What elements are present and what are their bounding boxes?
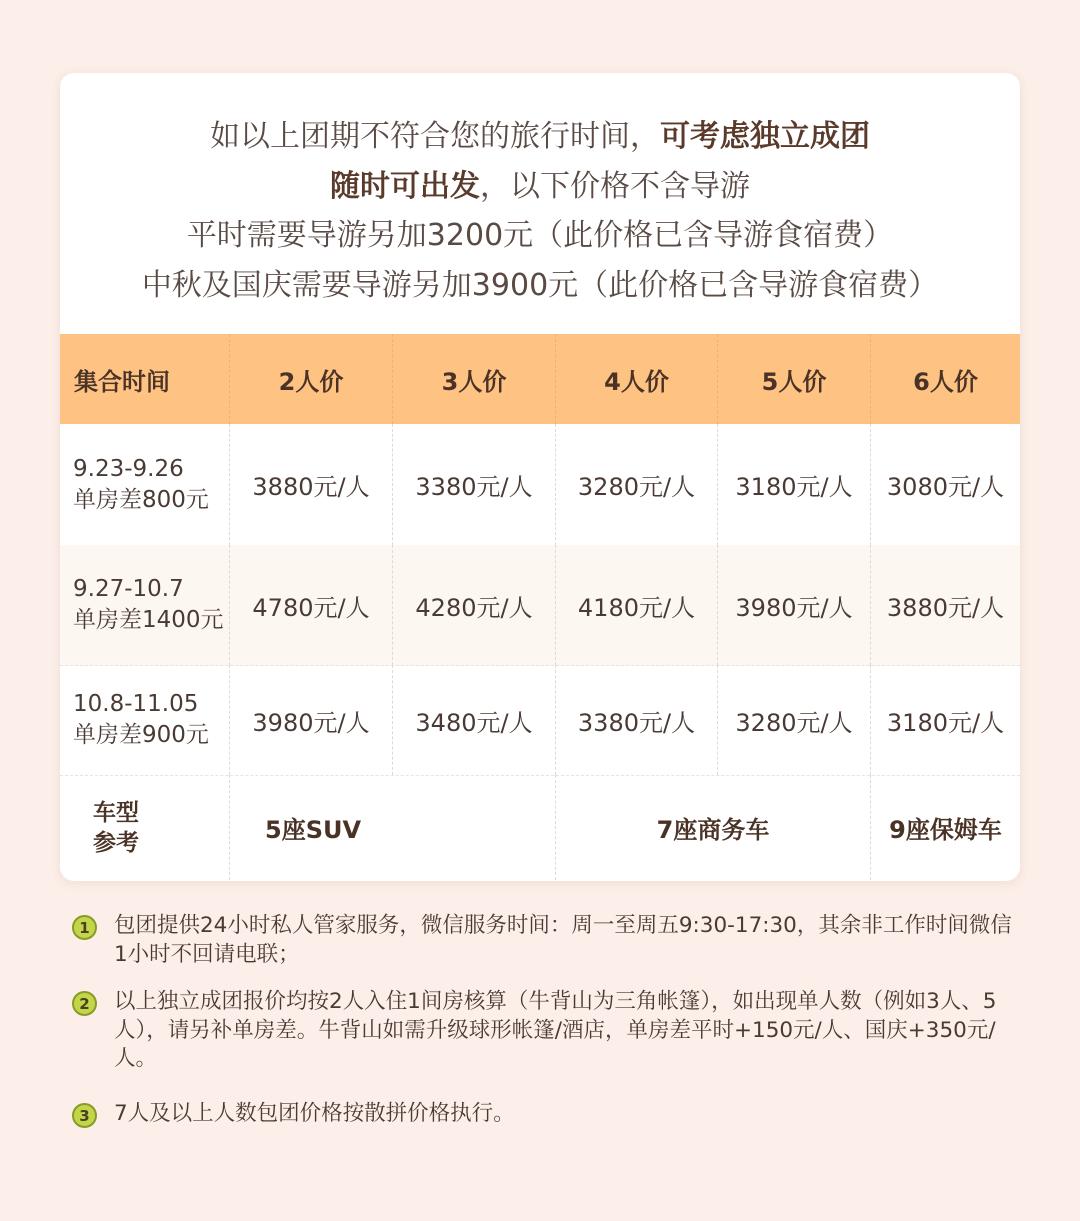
price-cell: 4280元/人 bbox=[393, 545, 556, 665]
date-cell bbox=[60, 665, 230, 775]
vehicle-label-line-2: 参考 bbox=[93, 829, 139, 856]
table-row bbox=[60, 424, 1020, 546]
date-range: 9.27-10.7 bbox=[73, 576, 184, 602]
date-cell bbox=[60, 545, 230, 665]
price-cell: 3280元/人 bbox=[556, 424, 718, 545]
price-cell: 3380元/人 bbox=[556, 665, 718, 775]
header-cell-date: 集合时间 bbox=[60, 334, 230, 424]
price-cell: 3880元/人 bbox=[886, 593, 1005, 622]
vehicle-cell-van: 9座保姆车 bbox=[889, 816, 1002, 844]
note-text: 包团提供24小时私人管家服务，微信服务时间：周一至周五9:30-17:30，其余非工作时间微信1小时不回请电联； bbox=[114, 913, 1012, 967]
price-cell: 3480元/人 bbox=[393, 665, 556, 775]
intro-line-2-highlight: 随时可出发 bbox=[330, 168, 480, 204]
price-cell: 3180元/人 bbox=[886, 708, 1005, 737]
header-cell-5p: 5人价 bbox=[718, 334, 871, 424]
vehicle-row bbox=[60, 775, 1020, 880]
price-cell: 4780元/人 bbox=[230, 545, 393, 665]
price-cell: 3880元/人 bbox=[230, 424, 393, 545]
intro-line-1-text: 如以上团期不符合您的旅行时间， bbox=[210, 119, 660, 154]
intro-line-2 bbox=[0, 162, 1080, 212]
intro-text bbox=[0, 112, 1080, 310]
price-cell: 3380元/人 bbox=[393, 424, 556, 545]
intro-line-3: 平时需要导游另加3200元（此价格已含导游食宿费） bbox=[186, 218, 894, 253]
price-cell: 4180元/人 bbox=[556, 545, 718, 665]
header-cell-4p: 4人价 bbox=[556, 334, 718, 424]
date-range: 10.8-11.05 bbox=[73, 691, 199, 717]
date-range: 9.23-9.26 bbox=[73, 455, 184, 482]
header-cell-2p: 2人价 bbox=[230, 334, 393, 424]
intro-line-1-highlight: 可考虑独立成团 bbox=[660, 119, 870, 154]
single-room-supplement: 单房差1400元 bbox=[73, 607, 224, 633]
intro-line-4: 中秋及国庆需要导游另加3900元（此价格已含导游食宿费） bbox=[141, 267, 939, 303]
intro-line-2-text: ，以下价格不含导游 bbox=[480, 168, 750, 204]
note-text: 以上独立成团报价均按2人入住1间房核算（牛背山为三角帐篷），如出现单人数（例如3人、5人），请另补单房差。牛背山如需升级球形帐篷/酒店，单房差平时+150元/人、国庆+350元/人。 bbox=[114, 989, 997, 1071]
vehicle-cell-mpv: 7座商务车 bbox=[556, 775, 871, 880]
date-cell bbox=[60, 424, 230, 545]
vehicle-cell-suv: 5座SUV bbox=[230, 775, 556, 880]
table-row bbox=[60, 665, 1020, 776]
table-header-row bbox=[60, 334, 1020, 424]
number-badge-icon: 2 bbox=[72, 991, 97, 1016]
intro-line-1 bbox=[0, 112, 1080, 162]
number-badge-icon: 1 bbox=[72, 915, 97, 940]
price-cell: 3980元/人 bbox=[230, 665, 393, 775]
header-cell-6p: 6人价 bbox=[913, 367, 978, 396]
price-cell: 3280元/人 bbox=[718, 665, 871, 775]
price-cell: 3180元/人 bbox=[718, 424, 871, 545]
vehicle-label-line-1: 车型 bbox=[93, 799, 139, 826]
vehicle-label-cell bbox=[60, 775, 230, 880]
note-text: 7人及以上人数包团价格按散拼价格执行。 bbox=[114, 1101, 515, 1126]
price-cell: 3980元/人 bbox=[718, 545, 871, 665]
number-badge-icon: 3 bbox=[72, 1103, 97, 1128]
header-cell-3p: 3人价 bbox=[393, 334, 556, 424]
single-room-supplement: 单房差900元 bbox=[73, 722, 209, 748]
single-room-supplement: 单房差800元 bbox=[73, 486, 209, 513]
table-row bbox=[60, 545, 1020, 666]
price-cell: 3080元/人 bbox=[886, 473, 1005, 501]
